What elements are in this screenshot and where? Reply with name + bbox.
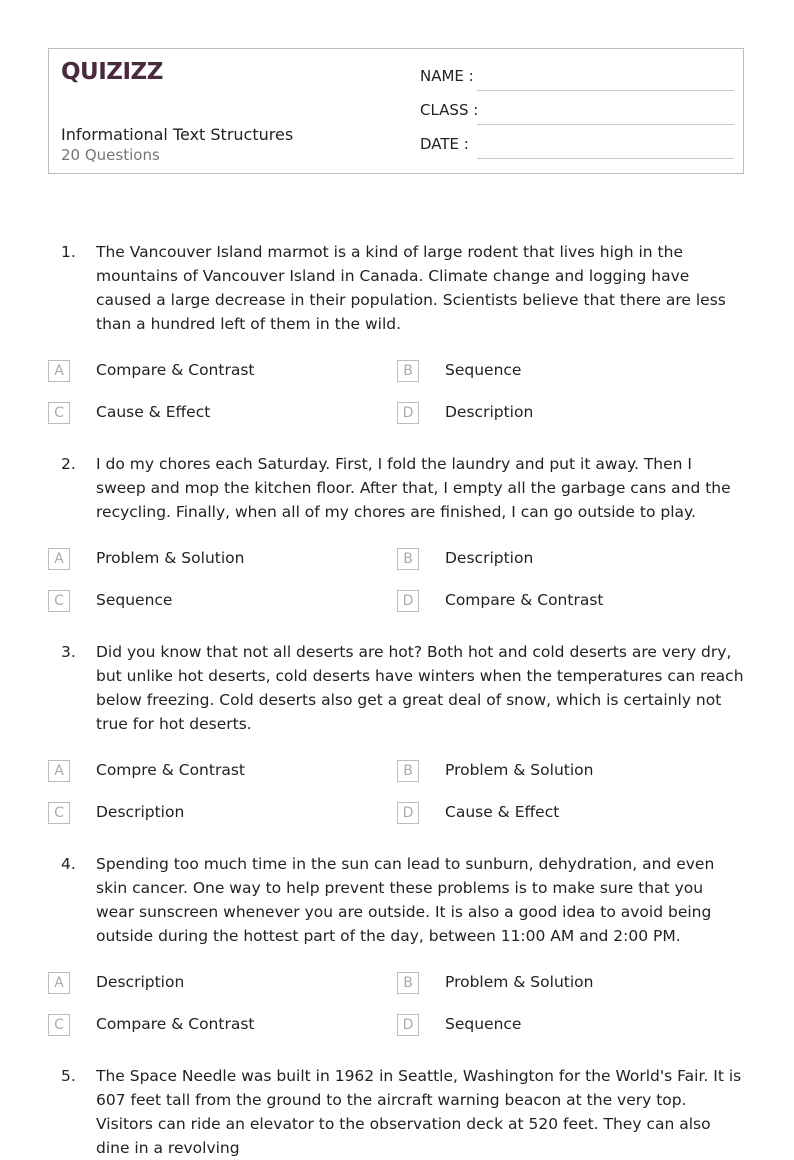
option-text: Problem & Solution (445, 761, 594, 779)
option-text: Description (445, 549, 534, 567)
worksheet-header (48, 48, 744, 174)
option-letter: B (397, 360, 419, 382)
option-letter: D (397, 590, 419, 612)
option-letter: C (48, 402, 70, 424)
question-number: 4. (61, 855, 76, 873)
option-text: Description (96, 803, 185, 821)
option-letter: A (48, 760, 70, 782)
name-line[interactable] (477, 90, 734, 91)
class-field (420, 101, 734, 125)
option-text: Sequence (445, 1015, 522, 1033)
class-line[interactable] (477, 124, 734, 125)
date-line[interactable] (477, 158, 734, 159)
option-text: Sequence (96, 591, 173, 609)
option-letter: D (397, 402, 419, 424)
option-letter: C (48, 802, 70, 824)
question-count: 20 Questions (61, 146, 160, 164)
option-letter: D (397, 1014, 419, 1036)
option-letter: A (48, 360, 70, 382)
option-text: Compre & Contrast (96, 761, 245, 779)
option-letter: C (48, 1014, 70, 1036)
option-letter: B (397, 972, 419, 994)
option-text: Compare & Contrast (96, 361, 255, 379)
option-letter: D (397, 802, 419, 824)
name-label: NAME : (420, 67, 474, 85)
option-letter: A (48, 972, 70, 994)
option-letter: A (48, 548, 70, 570)
date-label: DATE : (420, 135, 469, 153)
worksheet-title: Informational Text Structures (61, 125, 294, 144)
question-number: 5. (61, 1067, 76, 1085)
quizizz-logo: QUIZIZZ (61, 59, 163, 85)
date-field (420, 135, 734, 159)
question-number: 3. (61, 643, 76, 661)
question-number: 2. (61, 455, 76, 473)
option-text: Sequence (445, 361, 522, 379)
question-text: I do my chores each Saturday. First, I fold the laundry and put it away. Then I sweep and mop the kitchen floor. After that, I empty all the garbage cans and the recycling. Finally, when all of my chores are finished, I can go outside to play. (96, 455, 731, 521)
option-letter: B (397, 548, 419, 570)
option-text: Description (445, 403, 534, 421)
option-text: Problem & Solution (445, 973, 594, 991)
class-label: CLASS : (420, 101, 479, 119)
question-number: 1. (61, 243, 76, 261)
question-text: Spending too much time in the sun can lead to sunburn, dehydration, and even skin cancer. One way to help prevent these problems is to make sure that you wear sunscreen whenever you are outside. It is also a good idea to avoid being outside during the hottest part of the day, between 11:00 AM and 2:00 PM. (96, 855, 715, 945)
option-letter: B (397, 760, 419, 782)
option-text: Compare & Contrast (96, 1015, 255, 1033)
name-field (420, 67, 734, 91)
option-text: Description (96, 973, 185, 991)
option-text: Problem & Solution (96, 549, 245, 567)
option-text: Cause & Effect (445, 803, 560, 821)
option-text: Cause & Effect (96, 403, 211, 421)
question-text: Did you know that not all deserts are hot? Both hot and cold deserts are very dry, but unlike hot deserts, cold deserts have winters when the temperatures can reach below freezing. Cold deserts also get a great deal of snow, which is certainly not true for hot deserts. (96, 643, 744, 733)
question-text: The Space Needle was built in 1962 in Seattle, Washington for the World's Fair. It is 607 feet tall from the ground to the aircraft warning beacon at the very top. Visitors can ride an elevator to the observation deck at 520 feet. They can also dine in a revolving (96, 1067, 742, 1157)
question-text: The Vancouver Island marmot is a kind of large rodent that lives high in the mountains of Vancouver Island in Canada. Climate change and logging have caused a large decrease in their population. Scientists believe that there are less than a hundred left of them in the wild. (96, 243, 726, 333)
option-text: Compare & Contrast (445, 591, 604, 609)
question-5 (0, 1064, 794, 1157)
option-letter: C (48, 590, 70, 612)
